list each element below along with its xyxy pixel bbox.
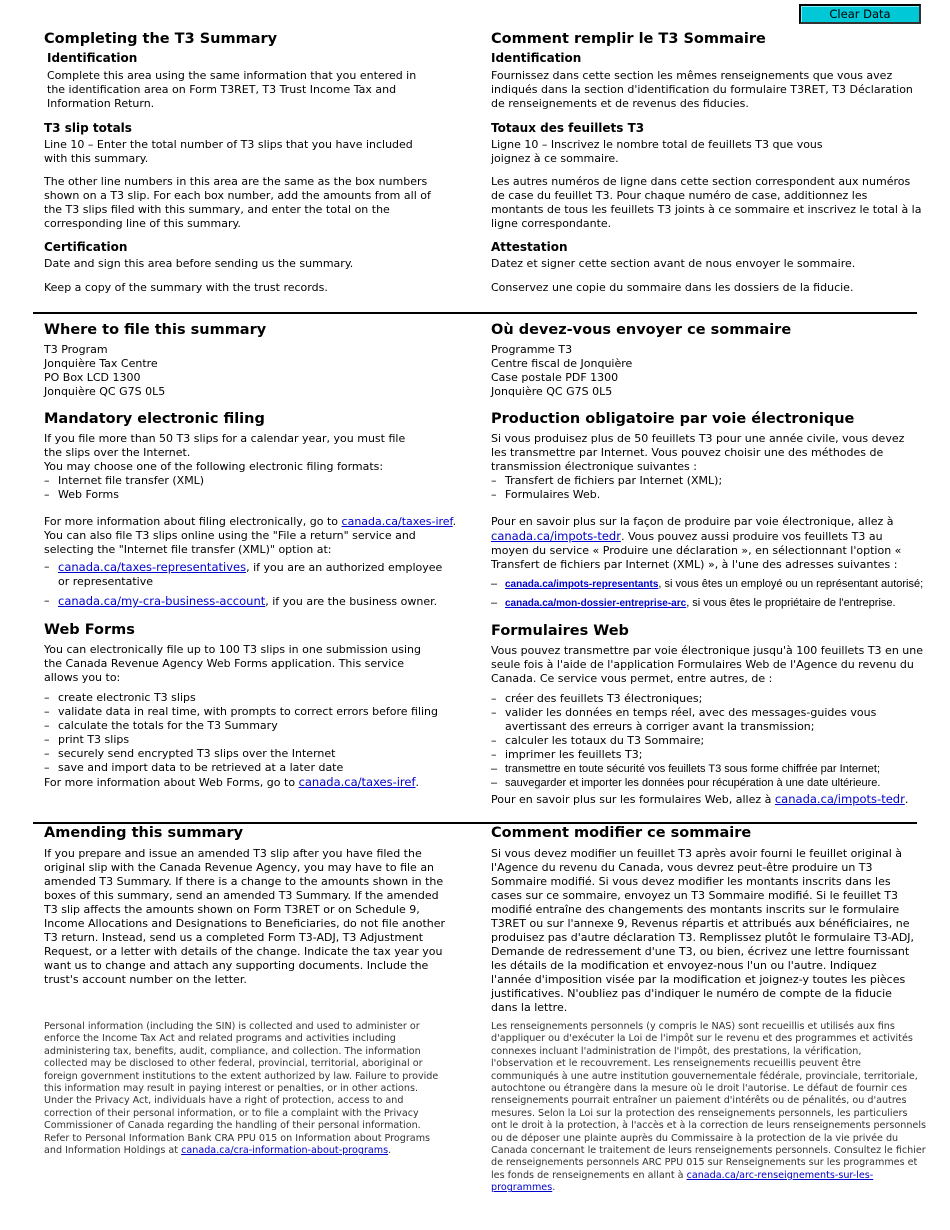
fr-completing-section	[491, 30, 923, 295]
fr-slip-totals-heading: Totaux des feuillets T3	[491, 121, 645, 135]
en-filing-info-text: For more information about filing electronically, go to	[44, 515, 342, 528]
fr-filing-info-text-2: . Vous pouvez aussi produire vos feuillets T3 au moyen du service « Produire une déclaration », en sélectionnant l'option « Transfert de fichiers par Internet (XML) », à l'une des adresses suivantes :	[491, 530, 902, 571]
fr-completing-title: Comment remplir le T3 Sommaire	[491, 31, 766, 47]
fr-option-text: , si vous êtes un employé ou un représentant autorisé;	[658, 578, 924, 590]
list-item: – save and import data to be retrieved at a later date	[44, 761, 476, 775]
en-webforms-more	[44, 775, 476, 790]
fr-keep-copy-text: Conservez une copie du sommaire dans les dossiers de la fiducie.	[491, 281, 854, 294]
en-privacy-notice	[44, 1021, 449, 1157]
en-option-text: , if you are the business owner.	[265, 595, 438, 608]
en-option-text: , if you are an authorized employee or representative	[58, 561, 443, 588]
fr-mandatory-text: Si vous produisez plus de 50 feuillets T3 pour une année civile, vous devez les transmettre par Internet. Vous pouvez choisir une des méthodes de transmission électronique suivantes :	[491, 432, 905, 473]
en-slip-box-text: The other line numbers in this area are the same as the box numbers shown on a T3 slip. For each box number, add the amounts from all of the T3 slips filed with this summary, and enter the total on the corresponding line of this summary.	[44, 175, 431, 230]
en-filing-info-text-2: . You can also file T3 slips online using the "File a return" service and selecting the "Internet file transfer (XML)" option at:	[44, 515, 457, 556]
en-webforms-title: Web Forms	[44, 622, 135, 638]
en-business-account-link[interactable]: canada.ca/my-cra-business-account	[58, 594, 266, 608]
fr-amending-text: Si vous devez modifier un feuillet T3 après avoir fourni le feuillet original à l'Agence du revenu du Canada, vous devrez peut-être produire un T3 Sommaire modifié. Si vous devez modifier les montants inscrits dans les cases sur ce sommaire, envoyez un T3 Sommaire modifié. Si le feuillet T3 modifié entraîne des changements des montants inscrits sur le formulaire T3RET ou sur l'annexe 9, Revenus répartis et attribués aux bénéficiaires, ne produisez pas d'autre déclaration T3. Remplissez plutôt le formulaire T3-ADJ, Demande de redressement d'une T3, ou bien, écrivez une lettre fournissant les détails de la modification et envoyez-nous l'un ou l'autre. Indiquez l'année d'imposition visée par la modification et joignez-y toutes les pièces justificatives. N'oubliez pas d'indiquer le numéro de compte de la fiducie dans la lettre.	[491, 847, 915, 1014]
list-item: – calculate the totals for the T3 Summary	[44, 719, 476, 733]
en-identification-text: Complete this area using the same information that you entered in the identification area on Form T3RET, T3 Trust Income Tax and Information Return.	[47, 69, 417, 110]
fr-option-text: , si vous êtes le propriétaire de l'entreprise.	[686, 597, 896, 609]
en-filing-section	[44, 321, 476, 790]
en-filing-info	[44, 515, 464, 557]
en-identification-heading: Identification	[47, 51, 138, 65]
fr-amending-title: Comment modifier ce sommaire	[491, 825, 752, 841]
list-item: – calculer les totaux du T3 Sommaire;	[491, 734, 891, 748]
en-privacy-link[interactable]: canada.ca/cra-information-about-programs	[181, 1145, 389, 1157]
fr-identification-heading: Identification	[491, 51, 582, 65]
en-keep-copy-text: Keep a copy of the summary with the trust records.	[44, 281, 328, 294]
fr-webforms-more-text: Pour en savoir plus sur les formulaires Web, allez à	[491, 793, 775, 806]
en-privacy-section	[44, 1021, 449, 1157]
fr-privacy-section	[491, 1021, 926, 1195]
en-representatives-link[interactable]: canada.ca/taxes-representatives	[58, 560, 247, 574]
fr-privacy-text: Les renseignements personnels (y compris le NAS) sont recueillis et utilisés aux fins d'appliquer ou d'exécuter la Loi de l'impôt sur le revenu et des programmes et activités connexes incluant l'administration de l'impôt, des prestations, la vérification, l'observation et le recouvrement. Les renseignements recueillis peuvent être communiqués à une autre institution gouvernementale fédérale, provinciale, territoriale, autochtone ou étrangère dans la mesure où le droit l'autorise. Le défaut de fournir ces renseignements pourrait entraîner un paiement d'intérêts ou de pénalités, ou d'autres mesures. Selon la Loi sur la protection des renseignements personnels, les particuliers ont le droit à la protection, à l'accès et à la correction de leurs renseignements personnels ou de déposer une plainte auprès du Commissaire à la protection de la vie privée du Canada concernant le traitement de leurs renseignements personnels. Consultez le fichier de renseignements personnels ARC PPU 015 sur Renseignements sur les programmes et les fonds de renseignements en allant à	[491, 1021, 926, 1181]
en-slip-totals-heading: T3 slip totals	[44, 121, 132, 135]
en-privacy-text: Personal information (including the SIN) is collected and used to administer or enforce the Income Tax Act and related programs and activities including administering tax, benefits, audit, compliance, and collection. The information collected may be disclosed to other federal, provincial, territorial, aboriginal or foreign government institutions to the extent authorized by law. Failure to provide this information may result in paying interest or penalties, or in other actions. Under the Privacy Act, individuals have a right of protection, access to and correction of their personal information, or to file a complaint with the Privacy Commissioner of Canada regarding the handling of their personal information. Refer to Personal Information Bank CRA PPU 015 on Information about Programs and Information Holdings at	[44, 1021, 439, 1157]
clear-data-button[interactable]: Clear Data	[799, 4, 921, 24]
list-item: – Formulaires Web.	[491, 488, 923, 502]
list-item	[44, 560, 449, 589]
fr-address-line: Jonquière QC G7S 0L5	[491, 385, 613, 398]
fr-amending-section	[491, 824, 923, 1015]
en-privacy-end: .	[388, 1145, 392, 1157]
fr-address-line: Centre fiscal de Jonquière	[491, 357, 633, 370]
fr-privacy-link[interactable]: canada.ca/arc-renseignements-sur-les-programmes	[491, 1169, 874, 1194]
fr-formats-list	[491, 474, 923, 502]
list-item: – validate data in real time, with prompts to correct errors before filing	[44, 705, 476, 719]
fr-mon-dossier-link[interactable]: canada.ca/mon-dossier-entreprise-arc	[505, 598, 687, 609]
en-address-line: T3 Program	[44, 343, 108, 356]
en-amending-section	[44, 824, 476, 987]
list-item: – print T3 slips	[44, 733, 476, 747]
fr-address-line: Case postale PDF 1300	[491, 371, 619, 384]
fr-slip-box-text: Les autres numéros de ligne dans cette section correspondent aux numéros de case du feuillet T3. Pour chaque numéro de case, additionnez les montants de tous les feuillets T3 joints à ce sommaire et inscrivez le total à la ligne correspondante.	[491, 175, 922, 230]
en-mandatory-title: Mandatory electronic filing	[44, 411, 265, 427]
en-certification-text: Date and sign this area before sending us the summary.	[44, 257, 354, 270]
en-formats-list	[44, 474, 476, 502]
en-webforms-more-end: .	[415, 776, 420, 789]
en-certification-heading: Certification	[44, 240, 128, 254]
section-divider-1	[33, 312, 917, 314]
fr-impots-tedr-link[interactable]: canada.ca/impots-tedr	[491, 529, 621, 543]
list-item: – Internet file transfer (XML)	[44, 474, 476, 488]
fr-filing-info-text: Pour en savoir plus sur la façon de produire par voie électronique, allez à	[491, 515, 894, 528]
en-amending-text: If you prepare and issue an amended T3 slip after you have filed the original slip with the Canada Revenue Agency, you may have to file an amended T3 Summary. If there is a change to the amounts shown in the boxes of this summary, send an amended T3 Summary. If the amended T3 slip affects the amounts shown on Form T3RET or on Schedule 9, Income Allocations and Designations to Beneficiaries, do not file another T3 return. Instead, send us a completed Form T3-ADJ, T3 Adjustment Request, or a letter with details of the change. Indicate the tax year you want us to change and attach any supporting documents. Include the trust's account number on the letter.	[44, 847, 446, 986]
fr-webforms-link[interactable]: canada.ca/impots-tedr	[774, 792, 905, 806]
fr-where-title: Où devez-vous envoyer ce sommaire	[491, 322, 792, 338]
en-address-line: PO Box LCD 1300	[44, 371, 141, 384]
list-item	[491, 596, 931, 611]
fr-filing-section	[491, 321, 923, 807]
fr-identification-text: Fournissez dans cette section les mêmes renseignements que vous avez indiqués dans la section d'identification du formulaire T3RET, T3 Déclaration de renseignements et de revenus des fiducies.	[491, 69, 913, 110]
fr-address-line: Programme T3	[491, 343, 573, 356]
list-item: – transmettre en toute sécurité vos feuillets T3 sous forme chiffrée par Internet;	[491, 762, 891, 776]
list-item: – Web Forms	[44, 488, 476, 502]
en-completing-title: Completing the T3 Summary	[44, 31, 278, 47]
list-item	[44, 594, 449, 609]
list-item: – créer des feuillets T3 électroniques;	[491, 692, 891, 706]
fr-certification-heading: Attestation	[491, 240, 568, 254]
fr-webforms-list	[491, 692, 891, 790]
list-item: – sauvegarder et importer les données pour récupération à une date ultérieure.	[491, 776, 891, 790]
en-mandatory-formats-intro: You may choose one of the following electronic filing formats:	[44, 460, 384, 473]
en-amending-title: Amending this summary	[44, 825, 244, 841]
fr-filing-info	[491, 515, 903, 572]
fr-mandatory-title: Production obligatoire par voie électronique	[491, 411, 855, 427]
en-completing-section	[44, 30, 476, 295]
fr-options-list	[491, 577, 931, 611]
en-webforms-list	[44, 691, 476, 775]
fr-certification-text: Datez et signer cette section avant de nous envoyer le sommaire.	[491, 257, 856, 270]
list-item: – create electronic T3 slips	[44, 691, 476, 705]
en-slip-totals-text: Line 10 – Enter the total number of T3 slips that you have included with this summary.	[44, 138, 413, 165]
fr-webforms-title: Formulaires Web	[491, 623, 629, 639]
en-address-block	[44, 343, 476, 399]
list-item	[491, 577, 931, 592]
fr-webforms-more	[491, 792, 923, 807]
fr-privacy-end: .	[552, 1182, 556, 1194]
fr-webforms-more-end: .	[904, 793, 909, 806]
en-webforms-link[interactable]: canada.ca/taxes-iref	[298, 775, 416, 789]
en-address-line: Jonquière QC G7S 0L5	[44, 385, 166, 398]
en-webforms-more-text: For more information about Web Forms, go to	[44, 776, 299, 789]
list-item: – valider les données en temps réel, avec des messages-guides vous avertissant des erreurs à corriger avant la transmission;	[491, 706, 891, 734]
en-where-title: Where to file this summary	[44, 322, 267, 338]
fr-address-block	[491, 343, 923, 399]
fr-privacy-notice	[491, 1021, 926, 1195]
fr-slip-totals-text: Ligne 10 – Inscrivez le nombre total de feuillets T3 que vous joignez à ce sommaire.	[491, 138, 823, 165]
fr-webforms-text: Vous pouvez transmettre par voie électronique jusqu'à 100 feuillets T3 en une seule fois à l'aide de l'application Formulaires Web de l'Agence du revenu du Canada. Ce service vous permet, entre autres, de :	[491, 644, 923, 685]
en-taxes-iref-link[interactable]: canada.ca/taxes-iref	[341, 515, 453, 528]
list-item: – Transfert de fichiers par Internet (XML);	[491, 474, 923, 488]
en-webforms-text: You can electronically file up to 100 T3 slips in one submission using the Canada Revenue Agency Web Forms application. This service allows you to:	[44, 643, 421, 684]
en-options-list	[44, 560, 449, 609]
fr-representants-link[interactable]: canada.ca/impots-representants	[505, 579, 659, 590]
list-item: – securely send encrypted T3 slips over the Internet	[44, 747, 476, 761]
list-item: – imprimer les feuillets T3;	[491, 748, 891, 762]
en-address-line: Jonquière Tax Centre	[44, 357, 158, 370]
en-mandatory-text: If you file more than 50 T3 slips for a calendar year, you must file the slips over the Internet.	[44, 432, 406, 459]
